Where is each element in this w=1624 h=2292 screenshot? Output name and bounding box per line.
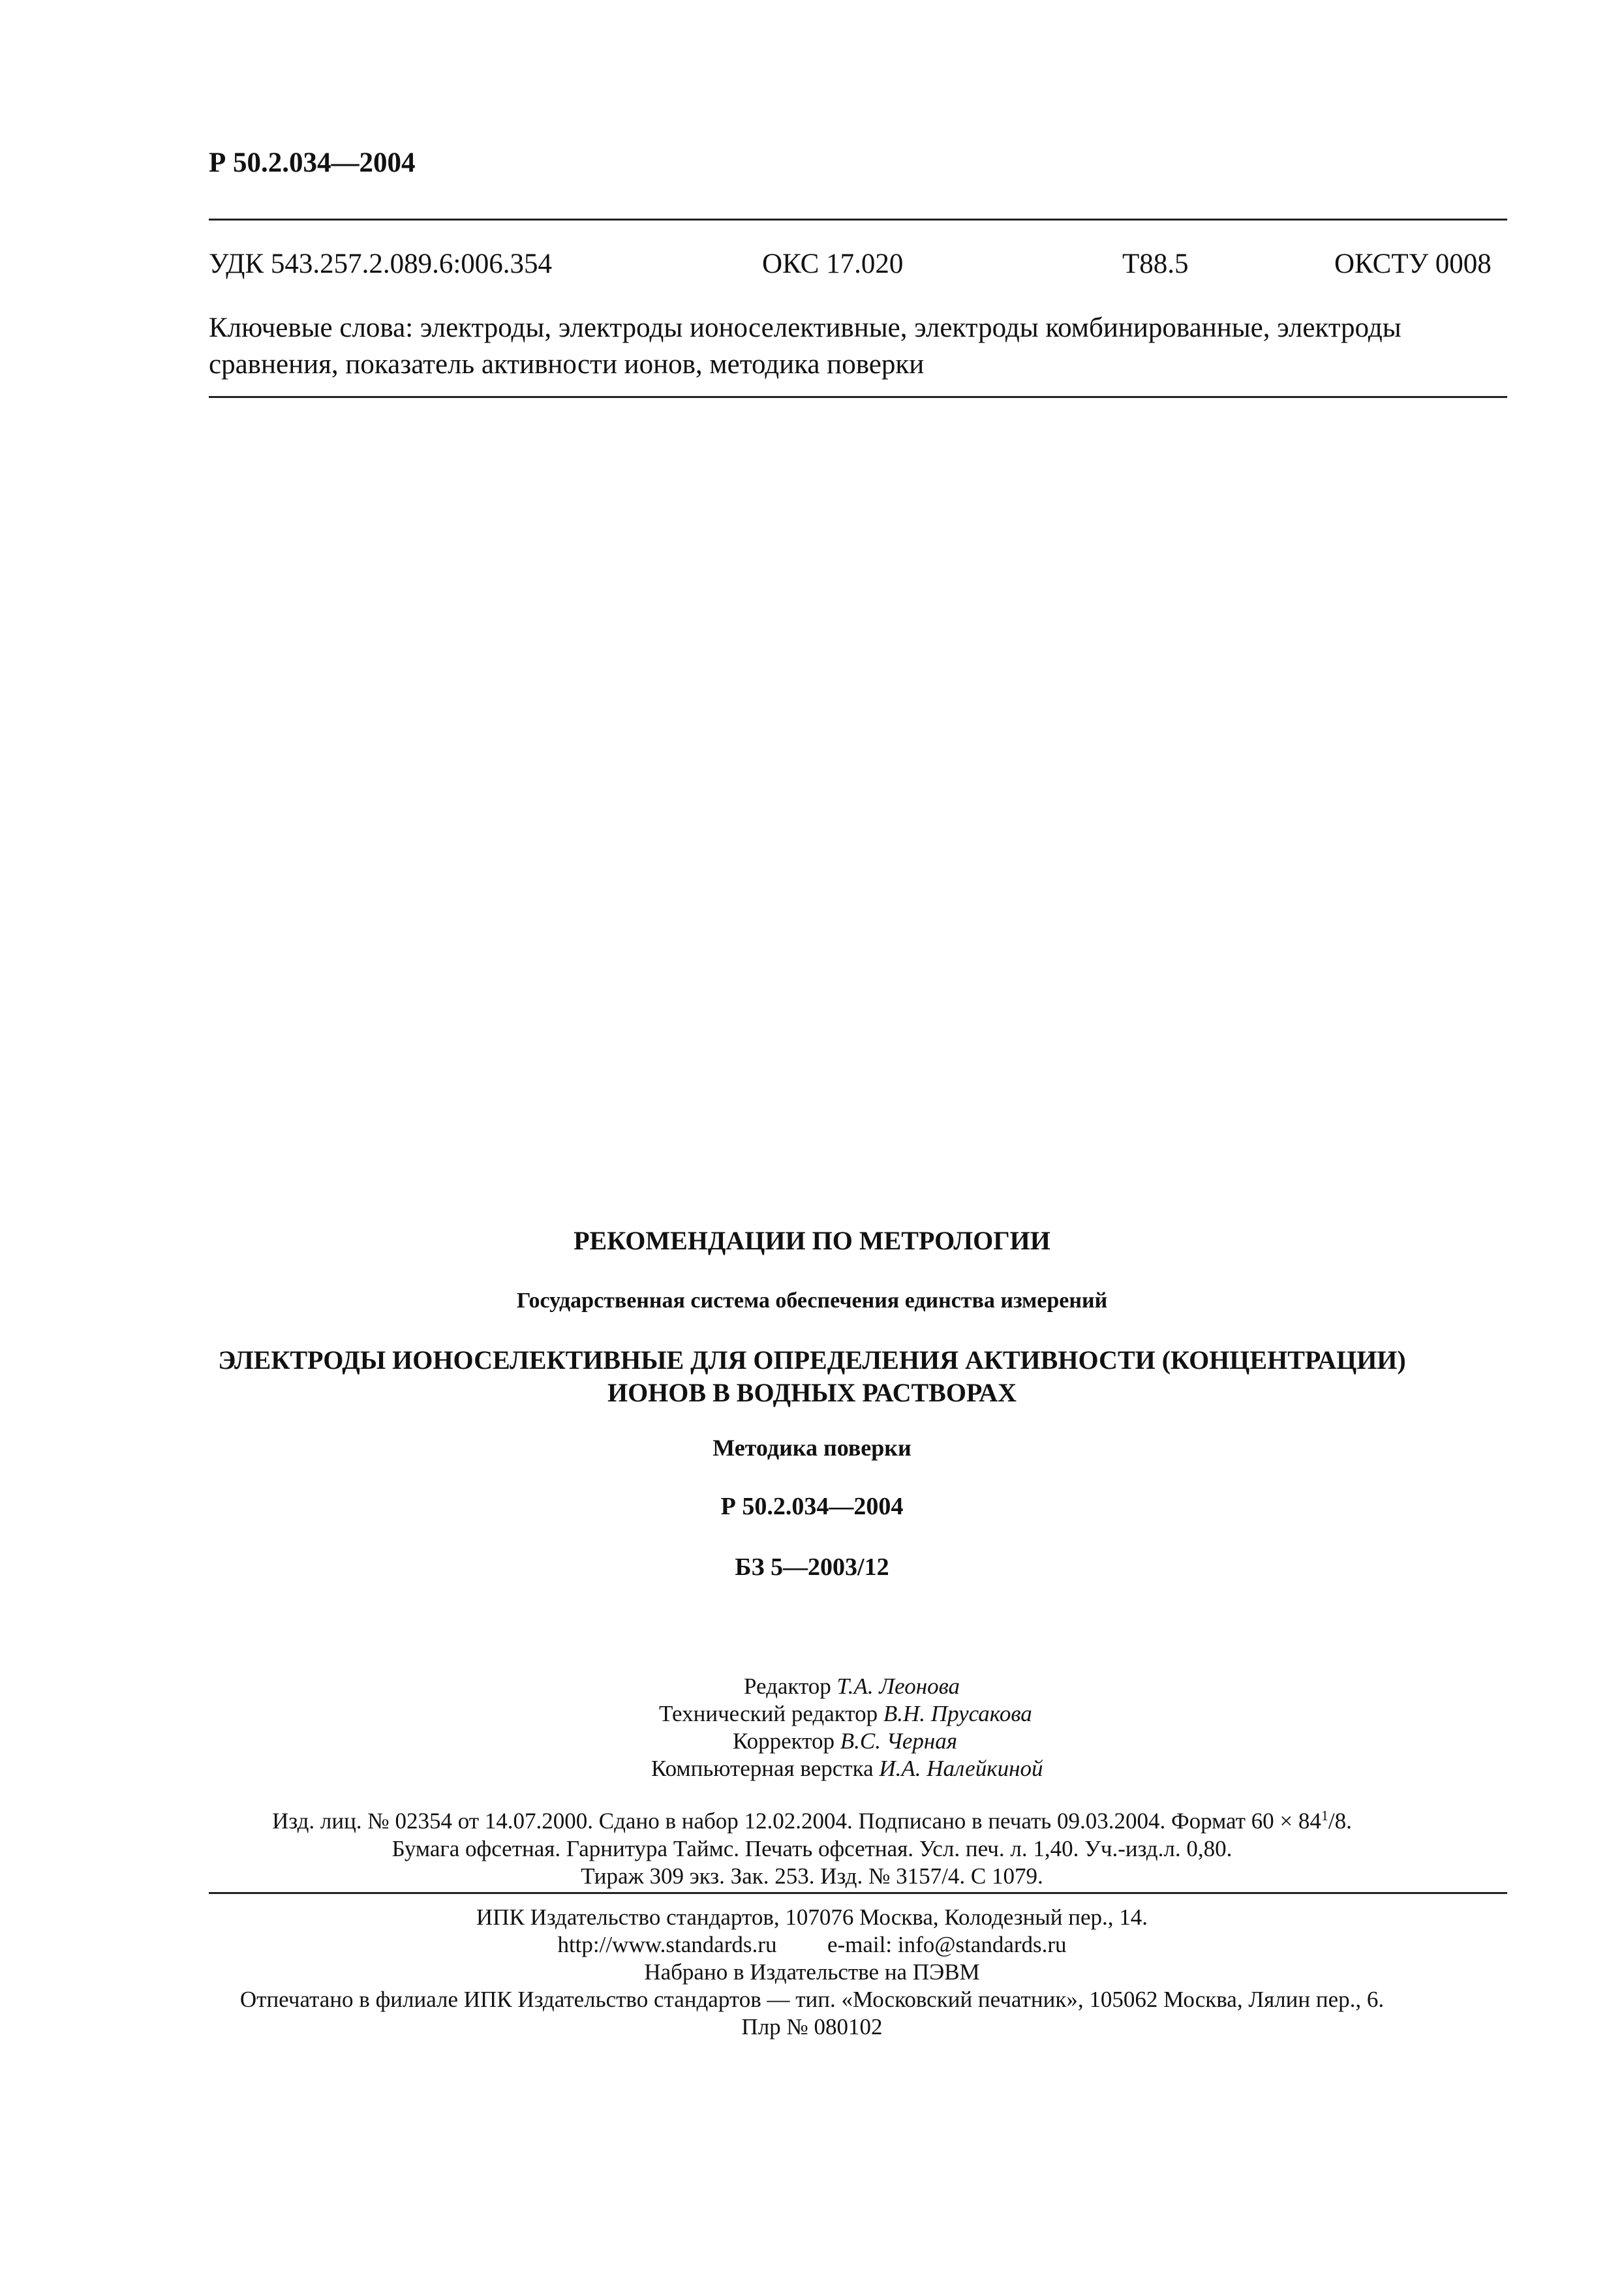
imprint-line-2: Бумага офсетная. Гарнитура Таймс. Печать офсетная. Усл. печ. л. 1,40. Уч.-изд.л. 0,80.: [391, 1835, 1233, 1861]
publisher-line-2: [0, 1931, 1624, 1959]
format-superscript: 1: [1321, 1807, 1328, 1824]
imprint-block: [0, 1802, 1624, 1890]
publisher-line-5: Плр № 080102: [741, 2014, 883, 2040]
oks-code: ОКС 17.020: [762, 249, 904, 279]
format-suffix: /8.: [1328, 1808, 1352, 1834]
keywords-divider: [209, 396, 1507, 398]
credit-role: Редактор: [744, 1673, 831, 1699]
credit-editor: [744, 1673, 960, 1700]
group-code: Т88.5: [1122, 249, 1189, 279]
keywords-line-1: Ключевые слова: электроды, электроды ионоселективные, электроды комбинированные, электроды: [209, 313, 1402, 343]
udk-code: УДК 543.257.2.089.6:006.354: [209, 249, 553, 279]
credit-corrector: [733, 1728, 957, 1755]
document-code: Р 50.2.034—2004: [720, 1493, 904, 1520]
top-divider: [209, 219, 1507, 221]
publisher-line-1: ИПК Издательство стандартов, 107076 Москва, Колодезный пер., 14.: [476, 1904, 1148, 1930]
credit-name: Т.А. Леонова: [836, 1673, 960, 1699]
main-title: [0, 1344, 1624, 1409]
credit-role: Корректор: [733, 1728, 835, 1754]
header-doc-code: Р 50.2.034—2004: [209, 147, 416, 178]
publisher-line-3: Набрано в Издательстве на ПЭВМ: [644, 1959, 980, 1985]
okstu-code: ОКСТУ 0008: [1334, 249, 1492, 279]
publisher-website-link[interactable]: http://www.standards.ru: [557, 1932, 777, 1957]
bz-code: БЗ 5—2003/12: [735, 1553, 889, 1581]
credit-name: В.Н. Прусакова: [883, 1701, 1032, 1726]
main-title-line-1: ЭЛЕКТРОДЫ ИОНОСЕЛЕКТИВНЫЕ ДЛЯ ОПРЕДЕЛЕНИЯ АКТИВНОСТИ (КОНЦЕНТРАЦИИ): [218, 1345, 1406, 1375]
imprint-line-1-text: Изд. лиц. № 02354 от 14.07.2000. Сдано в набор 12.02.2004. Подписано в печать 09.03.2004. Формат 60 × 84: [272, 1808, 1321, 1834]
publisher-block: [0, 1904, 1624, 2041]
imprint-line-1: [0, 1802, 1624, 1835]
publisher-line-4: Отпечатано в филиале ИПК Издательство стандартов — тип. «Московский печатник», 105062 Москва, Лялин пер., 6.: [239, 1987, 1385, 2012]
publisher-email-link[interactable]: e-mail: info@standards.ru: [827, 1932, 1067, 1957]
credit-role: Технический редактор: [659, 1701, 878, 1726]
recommendation-title: РЕКОМЕНДАЦИИ ПО МЕТРОЛОГИИ: [574, 1226, 1050, 1255]
credit-name: И.А. Налейкиной: [879, 1756, 1043, 1781]
main-title-line-2: ИОНОВ В ВОДНЫХ РАСТВОРАХ: [607, 1378, 1017, 1407]
imprint-line-3: Тираж 309 экз. Зак. 253. Изд. № 3157/4. С 1079.: [581, 1863, 1043, 1889]
credit-role: Компьютерная верстка: [651, 1756, 874, 1781]
method-title: Методика поверки: [712, 1435, 912, 1461]
publisher-divider: [209, 1892, 1507, 1894]
credit-name: В.С. Черная: [840, 1728, 958, 1754]
credit-layout: [651, 1755, 1043, 1782]
credit-tech-editor: [659, 1700, 1032, 1728]
system-subtitle: Государственная система обеспечения единства измерений: [516, 1289, 1108, 1313]
keywords-line-2: сравнения, показатель активности ионов, методика поверки: [209, 349, 925, 380]
keywords-block: [209, 310, 1507, 383]
